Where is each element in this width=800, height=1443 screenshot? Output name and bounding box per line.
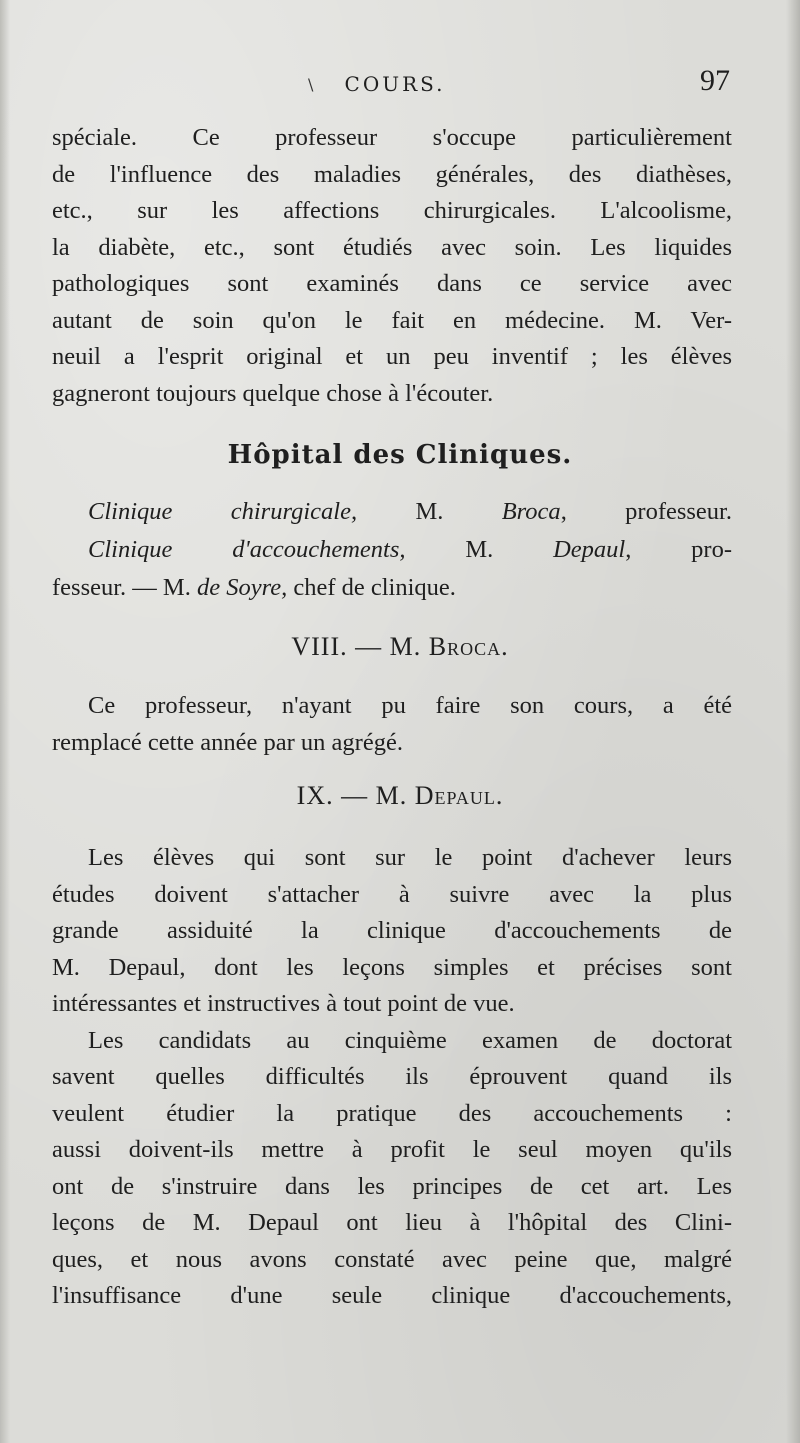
heading-numeral: VIII. — M. (291, 632, 429, 661)
text-line: veulent étudier la pratique des accouchements : (52, 1099, 732, 1127)
text-line: études doivent s'attacher à suivre avec la plus (52, 880, 732, 908)
heading-depaul (0, 781, 800, 811)
text-line: M. Depaul, dont les leçons simples et précises sont (52, 953, 732, 981)
text-line: de l'influence des maladies générales, des diathèses, (52, 160, 732, 188)
professor-name: Depaul (553, 536, 626, 563)
role-text: , professeur. (560, 498, 732, 525)
text-line: la diabète, etc., sont étudiés avec soin. Les liquides (52, 233, 732, 261)
section-heading: Hôpital des Cliniques. (227, 440, 573, 470)
paragraph-broca (52, 688, 732, 761)
clinic-line-obstetric (52, 531, 732, 569)
ornament-mark: \ (308, 75, 314, 94)
text-line: ques, et nous avons constaté avec peine que, malgré (52, 1245, 732, 1273)
running-title: COURS. (344, 72, 446, 96)
text-line: remplacé cette année par un agrégé. (52, 728, 403, 756)
professor-name: Broca (501, 498, 561, 525)
clinic-line-chief (52, 569, 732, 607)
heading-numeral: IX. — M. (296, 781, 415, 810)
text-line: pathologiques sont examinés dans ce service avec (52, 270, 732, 297)
text-line: Ce professeur, n'ayant pu faire son cours, a été (88, 692, 732, 719)
text-line: grande assiduité la clinique d'accouchements de (52, 917, 732, 944)
title-m: M. (405, 536, 554, 563)
lead-text: fesseur. — M. (52, 574, 197, 601)
text-line: aussi doivent-ils mettre à profit le seul moyen qu'ils (52, 1136, 732, 1163)
heading-broca (0, 632, 800, 662)
text-line: ont de s'instruire dans les principes de cet art. Les (52, 1172, 732, 1200)
text-line: Les candidats au cinquième examen de doctorat (88, 1026, 732, 1054)
clinic-name: Clinique d'accouchements, (88, 536, 406, 563)
text-line: neuil a l'esprit original et un peu inventif ; les élèves (52, 343, 732, 370)
running-head (60, 60, 730, 100)
chief-name: de Soyre, (196, 574, 288, 601)
heading-name: Broca. (428, 632, 509, 661)
title-m: M. (357, 498, 502, 525)
role-text: chef de clinique. (287, 574, 456, 601)
clinic-name: Clinique chirurgicale, (88, 498, 358, 525)
text-line: intéressantes et instructives à tout point de vue. (52, 990, 515, 1017)
paragraph-verneuil (52, 120, 732, 412)
page-edge-shadow-right (786, 0, 800, 1443)
paragraph-depaul (52, 840, 732, 1315)
page-edge-shadow-left (0, 0, 10, 1443)
heading-name: Depaul. (414, 781, 504, 810)
text-line: spéciale. Ce professeur s'occupe particulièrement (52, 124, 732, 151)
clinic-list (52, 493, 732, 607)
text-line: Les élèves qui sont sur le point d'achever leurs (88, 844, 732, 871)
text-line: savent quelles difficultés ils éprouvent quand ils (52, 1063, 732, 1090)
text-line: autant de soin qu'on le fait en médecine. M. Ver- (52, 306, 732, 334)
text-line: gagneront toujours quelque chose à l'écouter. (52, 379, 494, 407)
text-line: leçons de M. Depaul ont lieu à l'hôpital des Clini- (52, 1209, 732, 1236)
role-text: , pro- (625, 536, 732, 563)
text-line: etc., sur les affections chirurgicales. L'alcoolisme, (52, 197, 732, 224)
text-line: l'insuffisance d'une seule clinique d'accouchements, (52, 1282, 732, 1309)
page-number: 97 (700, 64, 730, 97)
clinic-line-surgical (52, 493, 732, 531)
